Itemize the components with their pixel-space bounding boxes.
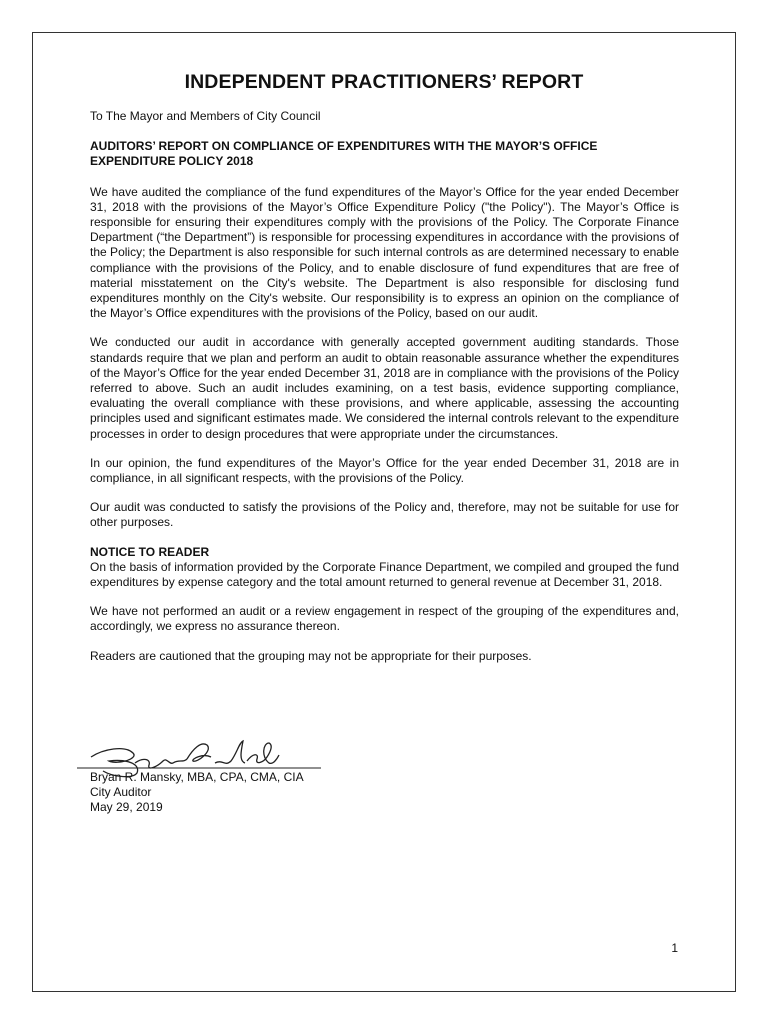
notice-paragraph-compiled: On the basis of information provided by the Corporate Finance Department, we compiled and grouped the fund expenditures by expense category and the total amount returned to general revenue at December 31, 2018. <box>90 559 679 590</box>
signatory-name: Bryan R. Mansky, MBA, CPA, CMA, CIA <box>90 770 304 784</box>
signatory-position: City Auditor <box>90 785 152 800</box>
report-body <box>90 109 679 678</box>
signature-date: May 29, 2019 <box>90 800 163 815</box>
paragraph-scope: We have audited the compliance of the fund expenditures of the Mayor’s Office for the year ended December 31, 2018 with the provisions of the Mayor’s Office Expenditure Policy ("the Policy"). The Mayor’s Office is responsible for ensuring their expenditures comply with the provisions of the Policy. The Corporate Finance Department (“the Department”) is responsible for processing expenditures in accordance with the provisions of the Policy; the Department is also responsible for such internal controls as are determined necessary to enable compliance with the provisions of the Policy, and to enable disclosure of fund expenditures that are free of material misstatement on the City's website. The Department is also responsible for disclosing fund expenditures monthly on the City's website. Our responsibility is to express an opinion on the compliance of the Mayor’s Office expenditures with the provisions of the Policy, based on our audit. <box>90 184 679 321</box>
report-subheading: AUDITORS’ REPORT ON COMPLIANCE OF EXPENDITURES WITH THE MAYOR’S OFFICE EXPENDITURE POLICY 2018 <box>90 139 598 169</box>
paragraph-opinion: In our opinion, the fund expenditures of the Mayor’s Office for the year ended December 31, 2018 are in compliance, in all significant respects, with the provisions of the Policy. <box>90 455 679 486</box>
notice-heading: NOTICE TO READER <box>90 544 210 559</box>
page-frame <box>32 32 736 992</box>
signatory-details <box>90 770 304 816</box>
signature-block <box>73 723 373 813</box>
notice-paragraph-caution: Readers are cautioned that the grouping may not be appropriate for their purposes. <box>90 648 532 663</box>
paragraph-methodology: We conducted our audit in accordance with generally accepted government auditing standards. Those standards require that we plan and perform an audit to obtain reasonable assurance whether the expenditures of the Mayor’s Office for the year ended December 31, 2018 are in compliance with the provisions of the Policy referred to above. Such an audit includes examining, on a test basis, evidence supporting compliance, evaluating the overall compliance with these provisions, and where applicable, assessing the accounting principles used and significant estimates made. We considered the internal controls relevant to the expenditure processes in order to design procedures that were appropriate under the circumstances. <box>90 335 679 441</box>
notice-paragraph-no-assurance: We have not performed an audit or a review engagement in respect of the grouping of the expenditures and, accordingly, we express no assurance thereon. <box>90 604 679 634</box>
addressee: To The Mayor and Members of City Council <box>90 109 321 123</box>
report-title: INDEPENDENT PRACTITIONERS’ REPORT <box>184 71 584 93</box>
paragraph-restriction: Our audit was conducted to satisfy the provisions of the Policy and, therefore, may not be suitable for use for other purposes. <box>90 500 679 530</box>
page-number: 1 <box>671 941 678 955</box>
